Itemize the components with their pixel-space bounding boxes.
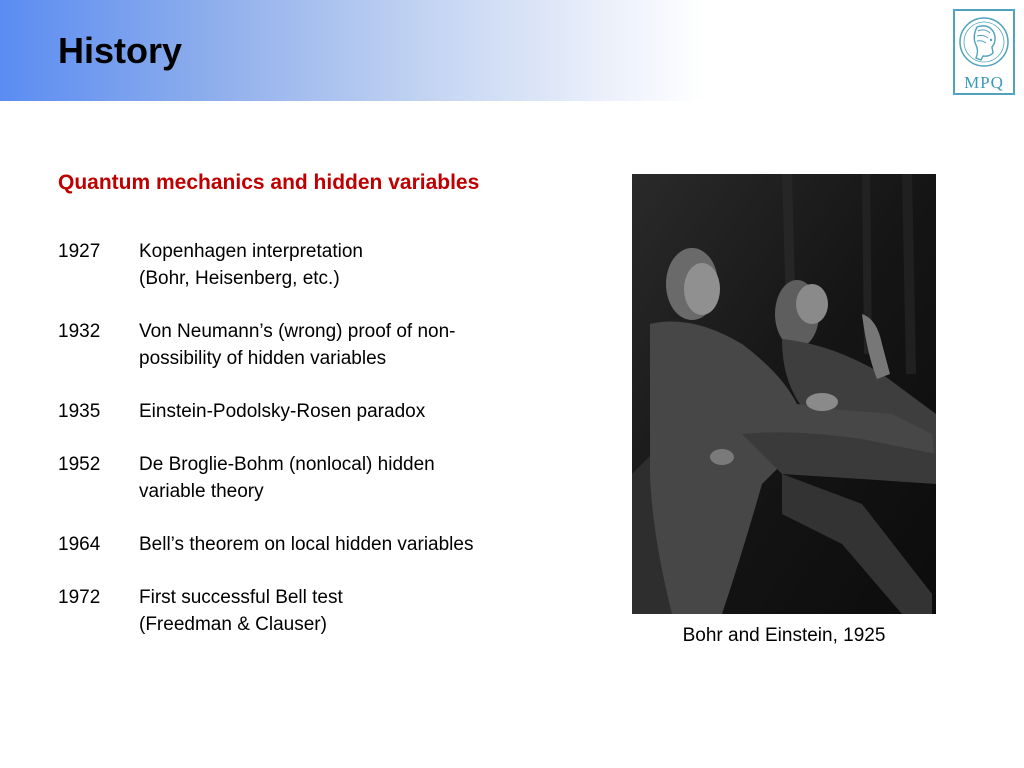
entry-line: (Freedman & Clauser) [139, 614, 327, 635]
timeline-list [58, 238, 618, 664]
entry-line: Kopenhagen interpretation [139, 241, 363, 262]
entry-description [139, 318, 618, 372]
minerva-head-icon [955, 11, 1013, 73]
entry-line: possibility of hidden variables [139, 348, 387, 369]
entry-line: Bell’s theorem on local hidden variables [139, 534, 474, 555]
entry-year: 1927 [58, 241, 101, 262]
timeline-entry [58, 584, 618, 638]
entry-year: 1952 [58, 454, 101, 475]
entry-year: 1935 [58, 401, 101, 422]
entry-description [139, 584, 618, 638]
logo-text: MPQ [964, 73, 1004, 92]
mpq-logo [953, 9, 1015, 95]
slide-title: History [58, 30, 183, 71]
photo-illustration [632, 174, 936, 614]
entry-line: Einstein-Podolsky-Rosen paradox [139, 401, 426, 422]
entry-line: First successful Bell test [139, 587, 343, 608]
timeline-entry [58, 451, 618, 505]
entry-description [139, 238, 618, 292]
entry-year: 1964 [58, 534, 101, 555]
entry-line: (Bohr, Heisenberg, etc.) [139, 268, 340, 289]
bohr-einstein-photo [632, 174, 936, 614]
entry-year: 1972 [58, 587, 101, 608]
entry-description [139, 451, 618, 505]
timeline-entry [58, 318, 618, 372]
photo-caption: Bohr and Einstein, 1925 [682, 625, 886, 646]
timeline-entry [58, 398, 618, 425]
entry-description [139, 531, 618, 558]
entry-line: variable theory [139, 481, 264, 502]
entry-description [139, 398, 618, 425]
entry-year: 1932 [58, 321, 101, 342]
entry-line: Von Neumann’s (wrong) proof of non- [139, 321, 456, 342]
timeline-entry [58, 531, 618, 558]
timeline-entry [58, 238, 618, 292]
section-subtitle: Quantum mechanics and hidden variables [58, 171, 480, 194]
entry-line: De Broglie-Bohm (nonlocal) hidden [139, 454, 435, 475]
